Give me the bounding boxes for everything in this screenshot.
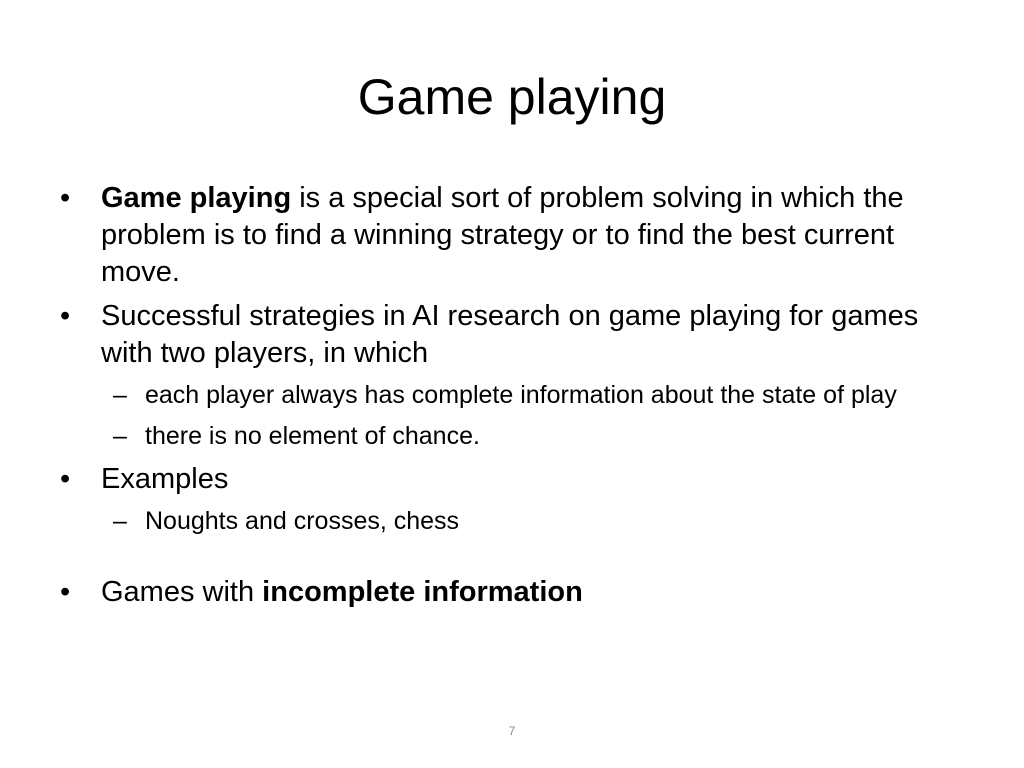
sub-bullet-glyph: – bbox=[113, 381, 127, 409]
slide-body bbox=[60, 180, 965, 618]
bullet-glyph: • bbox=[60, 463, 71, 495]
sub-bullet-item bbox=[101, 505, 965, 538]
bullet-text: is a special sort of problem solving in which the problem is to find a winning strategy or to find the best current move. bbox=[101, 182, 904, 288]
sub-bullet-text: Noughts and crosses, chess bbox=[145, 507, 460, 535]
bullet-item bbox=[60, 180, 965, 291]
page-number: 7 bbox=[508, 724, 516, 738]
bullet-item bbox=[60, 298, 965, 372]
sub-bullet-text: each player always has complete information about the state of play bbox=[145, 381, 897, 409]
bullet-glyph: • bbox=[60, 182, 71, 214]
bullet-text: Examples bbox=[101, 463, 229, 495]
bullet-glyph: • bbox=[60, 300, 71, 332]
sub-bullet-item bbox=[101, 379, 965, 412]
bullet-bold-text: Game playing bbox=[101, 182, 292, 214]
bullet-item bbox=[60, 574, 965, 611]
slide-title: Game playing bbox=[357, 69, 667, 125]
bullet-glyph: • bbox=[60, 576, 71, 608]
bullet-text: Successful strategies in AI research on game playing for games with two players, in which bbox=[101, 300, 919, 369]
spacer bbox=[60, 546, 965, 574]
sub-bullet-glyph: – bbox=[113, 422, 127, 450]
bullet-bold-text: incomplete information bbox=[262, 576, 583, 608]
sub-bullet-item bbox=[101, 420, 965, 453]
bullet-item bbox=[60, 461, 965, 498]
sub-bullet-text: there is no element of chance. bbox=[145, 422, 480, 450]
sub-bullet-glyph: – bbox=[113, 507, 127, 535]
bullet-text: Games with bbox=[101, 576, 263, 608]
